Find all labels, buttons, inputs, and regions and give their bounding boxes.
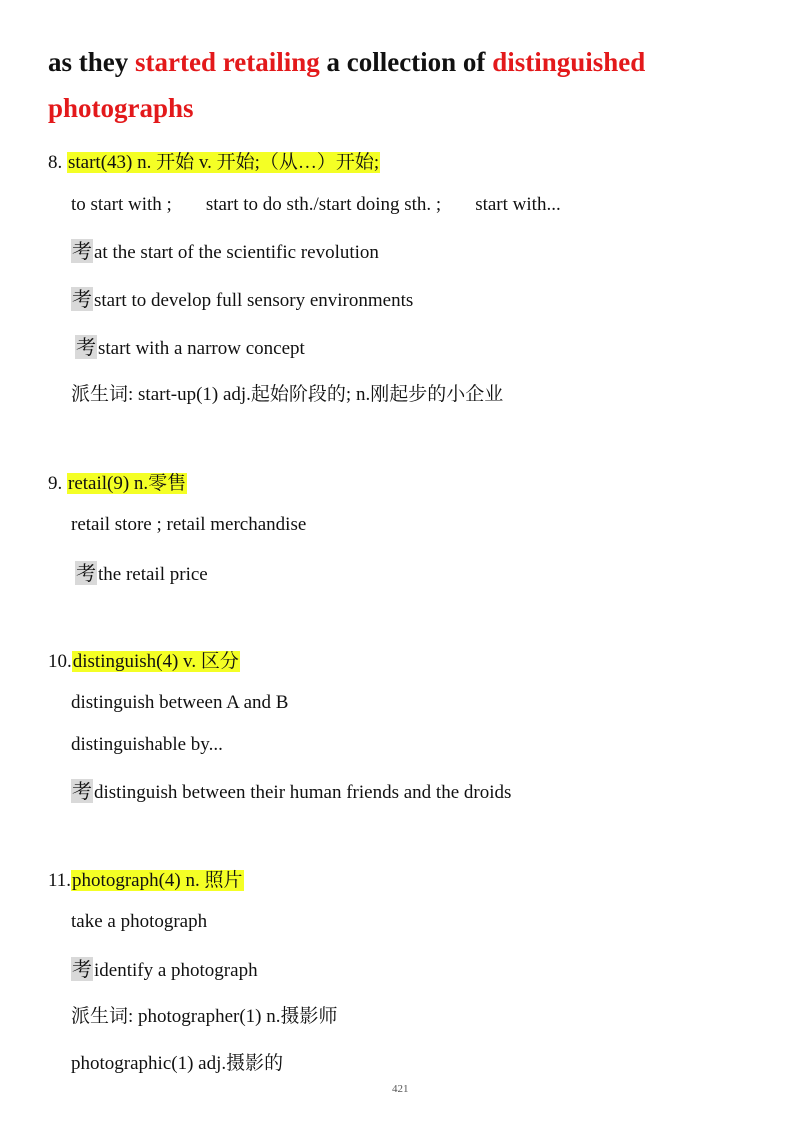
entry-9-example-1-text: the retail price — [98, 564, 208, 585]
entry-8-phrases — [71, 194, 561, 216]
entry-9-headword: retail(9) n.零售 — [68, 473, 187, 494]
entry-8-headword: start(43) n. 开始 v. 开始;（从…）开始; — [68, 152, 380, 173]
exam-marker: 考 — [76, 561, 96, 585]
entry-8-phrase-2: start to do sth./start doing sth. ; — [205, 194, 442, 215]
exam-marker: 考 — [72, 957, 92, 981]
entry-11-derivative-2: photographic(1) adj.摄影的 — [71, 1053, 284, 1074]
heading-text-2: a collection of — [319, 47, 493, 77]
exam-marker: 考 — [72, 239, 92, 263]
entry-8-example-3 — [75, 331, 305, 360]
entry-8-phrase-1: to start with ; — [71, 194, 172, 215]
entry-8-number: 8. — [48, 152, 67, 173]
entry-11-headword: photograph(4) n. 照片 — [72, 870, 243, 891]
heading-text-1: as they — [48, 47, 135, 77]
entry-10-example-1 — [71, 775, 511, 804]
entry-8-derivative: 派生词: start-up(1) adj.起始阶段的; n.刚起步的小企业 — [71, 384, 504, 405]
entry-11-example-1-text: identify a photograph — [94, 960, 258, 981]
entry-10-head — [48, 646, 240, 673]
heading-highlight-2: distinguished — [492, 47, 646, 77]
entry-10-example-1-text: distinguish between their human friends and the droids — [94, 782, 512, 803]
entry-9-phrase: retail store ; retail merchandise — [71, 514, 307, 535]
page-number: 421 — [392, 1083, 409, 1095]
entry-11-head — [48, 865, 244, 892]
exam-marker: 考 — [76, 335, 96, 359]
entry-9-number: 9. — [48, 473, 67, 494]
entry-9-head — [48, 468, 187, 495]
heading-highlight-1: started retailing — [135, 47, 320, 77]
entry-10-number: 10. — [48, 651, 72, 672]
entry-8-example-1-text: at the start of the scientific revolution — [94, 242, 379, 263]
entry-11-example-1 — [71, 953, 258, 982]
entry-8-example-1 — [71, 235, 379, 264]
entry-8-example-3-text: start with a narrow concept — [98, 338, 305, 359]
heading-line-2: photographs — [48, 93, 194, 123]
entry-8-example-2 — [71, 283, 413, 312]
entry-11-number: 11. — [48, 870, 72, 891]
exam-marker: 考 — [72, 287, 92, 311]
entry-8-phrase-3: start with... — [475, 194, 561, 215]
heading-line-1 — [48, 47, 645, 78]
entry-11-derivative-1: 派生词: photographer(1) n.摄影师 — [71, 1006, 338, 1027]
entry-9-example-1 — [75, 557, 208, 586]
entry-8-example-2-text: start to develop full sensory environments — [94, 290, 414, 311]
entry-10-headword: distinguish(4) v. 区分 — [72, 651, 239, 672]
exam-marker: 考 — [72, 779, 92, 803]
entry-11-phrase: take a photograph — [71, 911, 208, 932]
entry-8-head — [48, 147, 380, 174]
entry-10-phrase-1: distinguish between A and B — [71, 692, 289, 713]
entry-10-phrase-2: distinguishable by... — [71, 734, 223, 755]
